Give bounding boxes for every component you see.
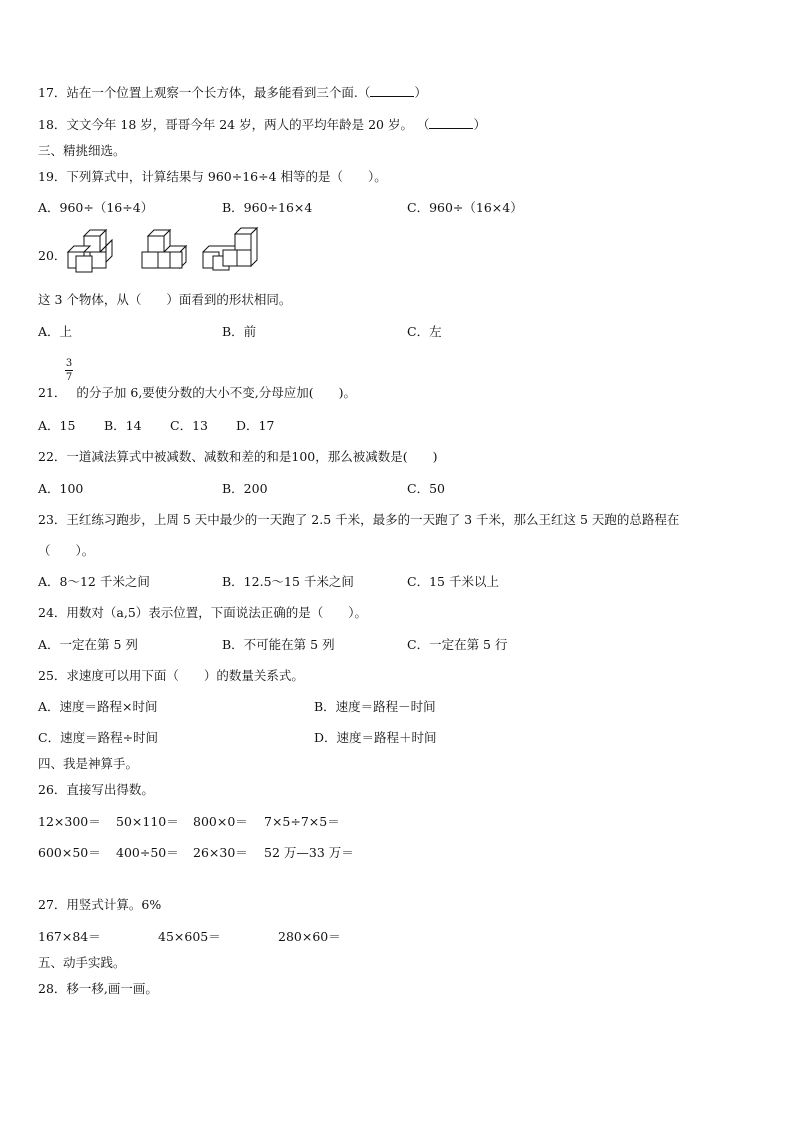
paren-close: ） [473,117,486,132]
option-b[interactable]: B．14 [104,418,142,433]
option-a[interactable]: A．速度＝路程×时间 [38,699,158,714]
calc-item: 7×5÷7×5＝ [264,814,340,829]
cube-stack-icon [66,226,126,274]
question-25-text: 25．求速度可以用下面（ ）的数量关系式。 [38,668,304,683]
calc-item: 400÷50＝ [116,845,179,860]
option-c[interactable]: C．13 [170,418,208,433]
fraction-numerator: 3 [65,358,73,369]
option-c[interactable]: C．左 [407,324,442,339]
fraction [65,358,73,383]
paren-close: ） [414,85,427,100]
calc-item: 52 万—33 万＝ [264,845,354,860]
question-22-text: 22．一道减法算式中被减数、减数和差的和是100，那么被减数是( ) [38,449,438,464]
section-5-heading: 五、动手实践。 [38,955,126,970]
question-17 [38,83,427,101]
answer-blank[interactable] [429,116,473,129]
question-21-number: 21． [38,385,67,400]
option-c[interactable]: C．15 千米以上 [407,574,499,589]
calc-item: 167×84＝ [38,929,101,944]
calc-item: 26×30＝ [193,845,248,860]
question-21-text: 的分子加 6,要使分数的大小不变,分母应加( )。 [76,385,357,400]
option-b[interactable]: B．前 [222,324,257,339]
option-a[interactable]: A．960÷（16÷4） [38,200,154,215]
calc-item: 12×300＝ [38,814,101,829]
option-a[interactable]: A．100 [38,481,84,496]
section-4-heading: 四、我是神算手。 [38,756,139,771]
question-17-text: 17．站在一个位置上观察一个长方体，最多能看到三个面.（ [38,85,371,100]
question-20-text: 这 3 个物体，从（ ）面看到的形状相同。 [38,292,292,307]
option-c[interactable]: C．速度＝路程÷时间 [38,730,159,745]
option-a[interactable]: A．8～12 千米之间 [38,574,150,589]
question-21 [38,383,356,401]
cube-stack-icon [140,226,190,274]
option-d[interactable]: D．17 [236,418,275,433]
option-b[interactable]: B．速度＝路程－时间 [314,699,436,714]
cube-stack-icon [201,226,261,274]
question-24-text: 24．用数对（a,5）表示位置，下面说法正确的是（ ）。 [38,605,368,620]
question-23-text-cont: （ ）。 [38,543,95,558]
option-a[interactable]: A．上 [38,324,73,339]
option-c[interactable]: C．960÷（16×4） [407,200,523,215]
fraction-denominator: 7 [65,372,73,383]
section-3-heading: 三、精挑细选。 [38,143,126,158]
calc-item: 600×50＝ [38,845,101,860]
option-a[interactable]: A．15 [38,418,76,433]
question-26-text: 26．直接写出得数。 [38,782,154,797]
question-18-text: 18．文文今年 18 岁，哥哥今年 24 岁，两人的平均年龄是 20 岁。 （ [38,117,430,132]
question-18 [38,115,486,133]
answer-blank[interactable] [370,84,414,97]
question-19-text: 19．下列算式中，计算结果与 960÷16÷4 相等的是（ ）。 [38,169,387,184]
option-b[interactable]: B．200 [222,481,268,496]
option-b[interactable]: B．960÷16×4 [222,200,313,215]
option-c[interactable]: C．50 [407,481,445,496]
option-d[interactable]: D．速度＝路程＋时间 [314,730,437,745]
option-a[interactable]: A．一定在第 5 列 [38,637,138,652]
option-b[interactable]: B．12.5～15 千米之间 [222,574,354,589]
calc-item: 50×110＝ [116,814,179,829]
question-27-text: 27．用竖式计算。6% [38,897,162,912]
question-28-text: 28．移一移,画一画。 [38,981,158,996]
question-23-text: 23．王红练习跑步，上周 5 天中最少的一天跑了 2.5 千米，最多的一天跑了 3 千米，那么王红这 5 天跑的总路程在 [38,512,680,527]
option-c[interactable]: C．一定在第 5 行 [407,637,508,652]
calc-item: 45×605＝ [158,929,221,944]
calc-item: 280×60＝ [278,929,341,944]
question-20-number: 20． [38,248,67,263]
calc-item: 800×0＝ [193,814,248,829]
option-b[interactable]: B．不可能在第 5 列 [222,637,335,652]
